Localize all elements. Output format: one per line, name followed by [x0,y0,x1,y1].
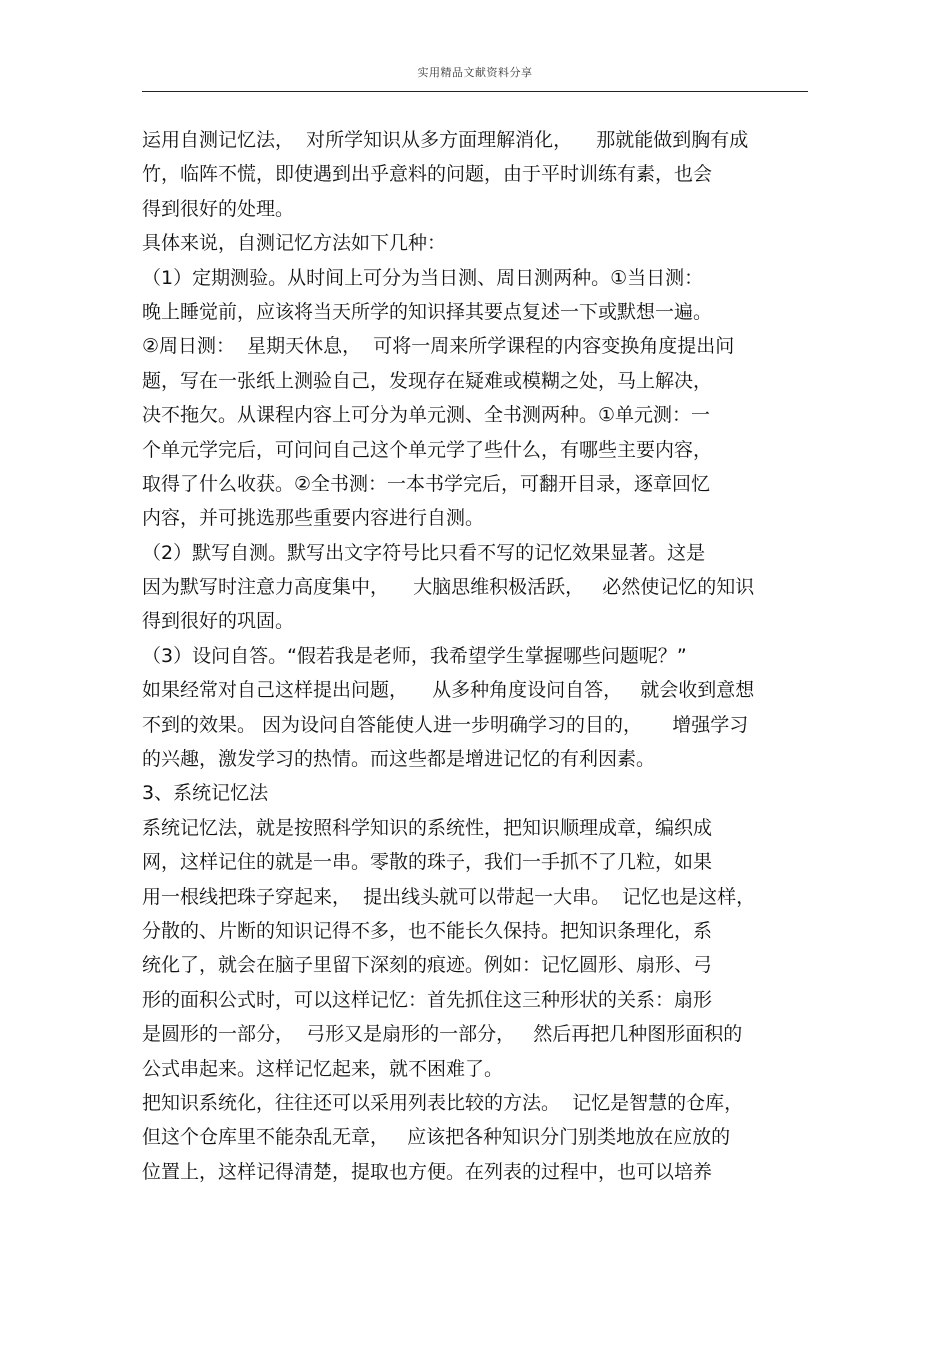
text-line: 个单元学完后，可问问自己这个单元学了些什么，有哪些主要内容， [142,438,713,461]
text-line: 网，这样记住的就是一串。零散的珠子，我们一手抓不了几粒，如果 [142,851,713,874]
text-line: 晚上睡觉前，应该将当天所学的知识择其要点复述一下或默想一遍。 [142,300,713,323]
text-line: 题，写在一张纸上测验自己，发现存在疑难或模糊之处，马上解决， [142,369,713,392]
text-line: 得到很好的处理。 [142,197,295,220]
section-heading: 3、系统记忆法 [142,782,269,805]
text-line: 的兴趣，激发学习的热情。而这些都是增进记忆的有利因素。 [142,748,656,771]
text-line: 因为默写时注意力高度集中， 大脑思维积极活跃， 必然使记忆的知识 [142,576,755,599]
text-line: 如果经常对自己这样提出问题， 从多种角度设问自答， 就会收到意想 [142,679,755,702]
text-line: 竹，临阵不慌，即使遇到出乎意料的问题，由于平时训练有素，也会 [142,163,713,186]
text-line: 把知识系统化，往往还可以采用列表比较的方法。 记忆是智慧的仓库， [142,1091,744,1114]
text-line: 公式串起来。这样记忆起来，就不困难了。 [142,1057,504,1080]
header-rule [142,91,808,92]
text-line: 得到很好的巩固。 [142,610,295,633]
page-header: 实用精品文献资料分享 [417,66,533,79]
text-line: ②周日测： 星期天休息， 可将一周来所学课程的内容变换角度提出问 [142,335,735,358]
text-line: 分散的、片断的知识记得不多，也不能长久保持。把知识条理化，系 [142,919,713,942]
text-line: 统化了，就会在脑子里留下深刻的痕迹。例如：记忆圆形、扇形、弓 [142,954,713,977]
text-line: 运用自测记忆法， 对所学知识从多方面理解消化， 那就能做到胸有成 [142,129,749,151]
text-line: 具体来说，自测记忆方法如下几种： [142,232,447,255]
text-line: 取得了什么收获。②全书测：一本书学完后，可翻开目录，逐章回忆 [142,472,711,495]
text-line: 内容，并可挑选那些重要内容进行自测。 [142,507,485,530]
text-line: 是圆形的一部分， 弓形又是扇形的一部分， 然后再把几种图形面积的 [142,1023,743,1046]
text-line: 位置上，这样记得清楚，提取也方便。在列表的过程中，也可以培养 [142,1160,713,1183]
text-line: （3）设问自答。“假若我是老师，我希望学生掌握哪些问题呢？” [142,644,687,667]
text-line: 系统记忆法，就是按照科学知识的系统性，把知识顺理成章，编织成 [142,816,713,839]
text-line: （2）默写自测。默写出文字符号比只看不写的记忆效果显著。这是 [142,541,706,564]
document-body [142,123,812,1189]
text-line: 但这个仓库里不能杂乱无章， 应该把各种知识分门别类地放在应放的 [142,1126,731,1149]
text-line: 决不拖欠。从课程内容上可分为单元测、全书测两种。①单元测：一 [142,404,711,427]
text-line: 形的面积公式时，可以这样记忆：首先抓住这三种形状的关系：扇形 [142,988,713,1011]
text-line: 不到的效果。 因为设问自答能使人进一步明确学习的目的， 增强学习 [142,713,749,736]
text-line: （1）定期测验。从时间上可分为当日测、周日测两种。①当日测： [142,266,704,289]
text-line: 用一根线把珠子穿起来， 提出线头就可以带起一大串。 记忆也是这样， [142,885,756,908]
